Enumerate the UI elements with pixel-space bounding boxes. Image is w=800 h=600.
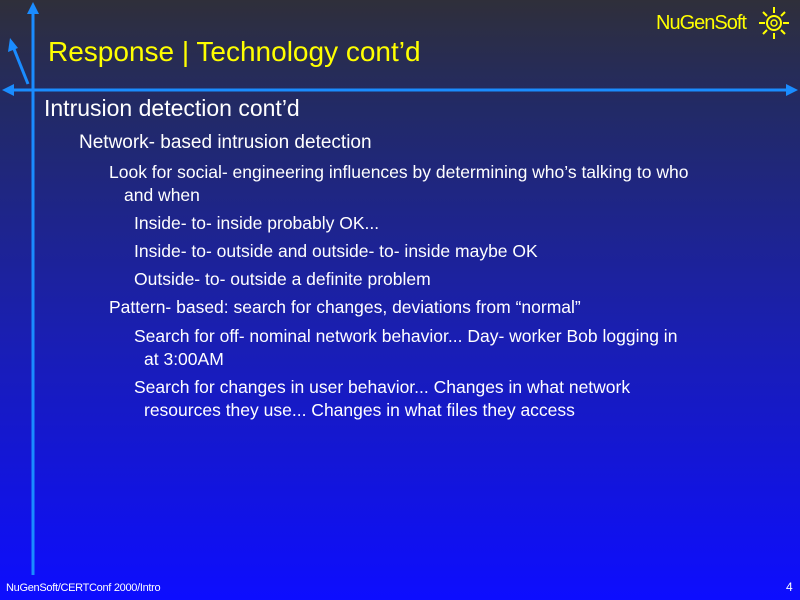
bullet-level2: Network- based intrusion detection — [79, 132, 372, 153]
bullet-level3: Pattern- based: search for changes, deviations from “normal” — [109, 297, 581, 317]
bullet-level4-continued: resources they use... Changes in what files they access — [144, 400, 575, 420]
bullet-level4: Search for off- nominal network behavior... Day- worker Bob logging in — [134, 326, 678, 346]
sun-logo-icon — [758, 6, 790, 40]
bullet-level4-continued: at 3:00AM — [144, 349, 224, 369]
slide-title: Response | Technology cont’d — [48, 36, 421, 67]
bullet-level4: Inside- to- inside probably OK... — [134, 213, 380, 233]
bullet-level4: Outside- to- outside a definite problem — [134, 269, 431, 289]
page-number: 4 — [786, 580, 793, 594]
diagonal-arrow-head — [8, 38, 18, 52]
footer-text: NuGenSoft/CERTConf 2000/Intro — [6, 582, 161, 594]
diagonal-axis-line — [12, 44, 28, 84]
vertical-arrow-head — [27, 2, 39, 14]
bullet-level3-continued: and when — [124, 185, 200, 205]
bullet-level4: Inside- to- outside and outside- to- inside maybe OK — [134, 241, 538, 261]
bullet-level4: Search for changes in user behavior... Changes in what network — [134, 377, 631, 397]
left-arrow-head — [2, 84, 14, 96]
bullet-level1: Intrusion detection cont’d — [44, 95, 300, 121]
logo-text: NuGenSoft — [656, 12, 746, 34]
bullet-level3: Look for social- engineering influences by determining who’s talking to who — [109, 162, 689, 182]
right-arrow-head — [786, 84, 798, 96]
